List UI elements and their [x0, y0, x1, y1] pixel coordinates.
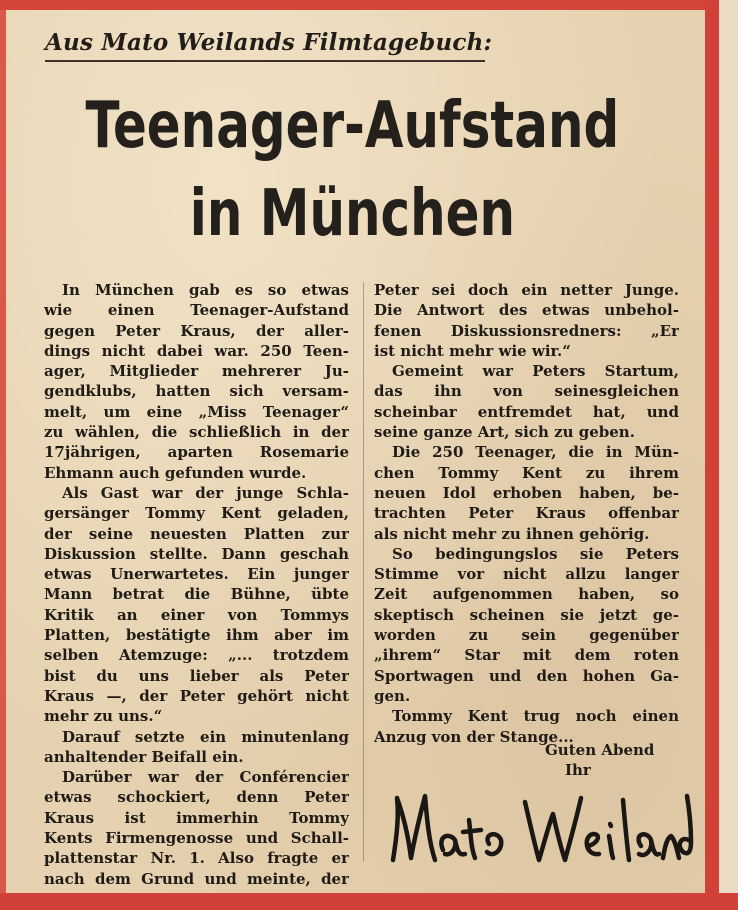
article-line: bist du uns lieber als Peter — [44, 666, 349, 685]
article-line: plattenstar Nr. 1. Also fragte er — [44, 849, 349, 868]
article-line: skeptisch scheinen sie jetzt ge- — [374, 605, 679, 624]
article-line: als nicht mehr zu ihnen gehörig. — [374, 524, 650, 543]
article-line: gegen Peter Kraus, der aller- — [44, 321, 349, 340]
article-line: Die Antwort des etwas unbehol- — [374, 301, 679, 320]
article-line: 17jährigen, aparten Rosemarie — [44, 443, 349, 462]
frame-left-border — [0, 0, 6, 910]
article-line: anhaltender Beifall ein. — [44, 747, 244, 766]
article-line: Platten, bestätigte ihm aber im — [44, 626, 349, 645]
headline — [77, 82, 627, 258]
closing-greeting — [545, 740, 654, 780]
article-line: gersänger Tommy Kent geladen, — [44, 504, 349, 523]
article-column-right — [374, 280, 679, 747]
article-line: mehr zu uns.“ — [44, 707, 163, 726]
article-line: ager, Mitglieder mehrerer Ju- — [44, 362, 349, 381]
article-line: selben Atemzuge: „... trotzdem — [44, 646, 349, 665]
article-line: Darüber war der Conférencier — [62, 768, 349, 787]
article-line: chen Tommy Kent zu ihrem — [374, 463, 679, 482]
kicker-underline — [45, 60, 485, 62]
article-line: das ihn von seinesgleichen — [374, 382, 679, 401]
article-line: Mann betrat die Bühne, übte — [44, 585, 349, 604]
article-line: wie einen Teenager-Aufstand — [44, 301, 349, 320]
closing-line-2: Ihr — [565, 761, 591, 779]
article-line: Zeit aufgenommen haben, so — [374, 585, 679, 604]
article-line: So bedingungslos sie Peters — [392, 544, 679, 563]
article-line: Anzug von der Stange... — [374, 727, 574, 746]
article-line: zu wählen, die schließlich in der — [44, 423, 349, 442]
article-line: Ehmann auch gefunden wurde. — [44, 463, 307, 482]
article-line: „ihrem“ Star mit dem roten — [374, 646, 679, 665]
kicker-heading: Aus Mato Weilands Filmtagebuch: — [45, 29, 493, 56]
handwritten-signature — [385, 780, 695, 875]
article-line: gen. — [374, 686, 411, 705]
article-line: Tommy Kent trug noch einen — [392, 707, 679, 726]
article-line: In München gab es so etwas — [62, 281, 349, 299]
article-line: Kents Firmengenosse und Schall- — [44, 829, 349, 848]
frame-top-border — [0, 0, 738, 10]
article-line: nach dem Grund und meinte, der — [44, 869, 349, 888]
article-line: Gemeint war Peters Startum, — [392, 362, 679, 381]
column-divider — [363, 282, 364, 862]
article-line: Sportwagen und den hohen Ga- — [374, 666, 679, 685]
article-line: etwas Unerwartetes. Ein junger — [44, 565, 349, 584]
frame-right-border — [705, 0, 719, 910]
article-line: ist nicht mehr wie wir.“ — [374, 341, 571, 360]
article-line: scheinbar entfremdet hat, und — [374, 402, 679, 421]
headline-line-2: in München — [189, 177, 516, 251]
article-line: Die 250 Teenager, die in Mün- — [392, 443, 679, 462]
article-line: etwas schockiert, denn Peter — [44, 788, 349, 807]
headline-line-1: Teenager-Aufstand — [85, 89, 620, 163]
article-line: Kritik an einer von Tommys — [44, 605, 349, 624]
article-line: Peter sei doch ein netter Junge. — [374, 281, 679, 299]
article-line: seine ganze Art, sich zu geben. — [374, 423, 635, 442]
article-line: neuen Idol erhoben haben, be- — [374, 483, 679, 502]
article-line: Als Gast war der junge Schla- — [62, 483, 349, 502]
article-column-left — [44, 280, 349, 889]
closing-line-1: Guten Abend — [545, 741, 655, 759]
article-line: dings nicht dabei war. 250 Teen- — [44, 341, 349, 360]
article-line: melt, um eine „Miss Teenager“ — [44, 402, 349, 421]
article-line: der seine neuesten Platten zur — [44, 524, 349, 543]
article-line: gendklubs, hatten sich versam- — [44, 382, 349, 401]
article-line: trachten Peter Kraus offenbar — [374, 504, 679, 523]
article-line: Kraus ist immerhin Tommy — [44, 808, 349, 827]
article-line: Stimme vor nicht allzu langer — [374, 565, 679, 584]
article-line: Diskussion stellte. Dann geschah — [44, 544, 349, 563]
page-margin-right — [719, 0, 738, 910]
article-line: Kraus —, der Peter gehört nicht — [44, 686, 349, 705]
article-line: fenen Diskussionsredners: „Er — [374, 321, 679, 340]
frame-bottom-border — [0, 893, 738, 910]
article-line: worden zu sein gegenüber — [374, 626, 679, 645]
article-line: Darauf setzte ein minutenlang — [62, 727, 349, 746]
